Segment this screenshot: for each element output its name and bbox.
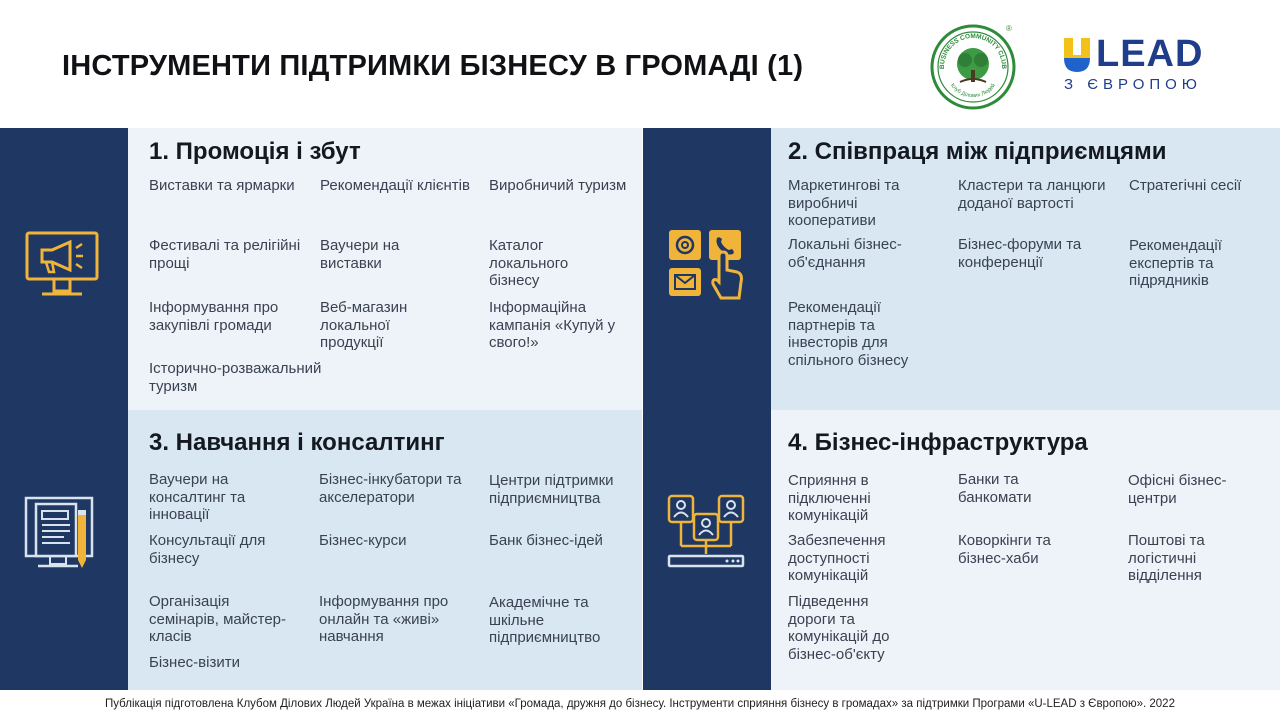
ulead-word: LEAD — [1096, 33, 1204, 75]
page-title: ІНСТРУМЕНТИ ПІДТРИМКИ БІЗНЕСУ В ГРОМАДІ (1) — [62, 50, 804, 82]
section-4-panel — [771, 410, 1280, 690]
list-item: Консультації для бізнесу — [149, 532, 266, 567]
list-item: Ваучери на виставки — [320, 237, 400, 272]
list-item: Інформаційна кампанія «Купуй у свого!» — [489, 299, 616, 351]
list-item: Історично-розважальний туризм — [149, 360, 322, 395]
list-item: Виробничий туризм — [489, 177, 627, 194]
svg-text:BUSINESS COMMUNITY CLUB: BUSINESS COMMUNITY CLUB — [938, 33, 1008, 70]
list-item: Бізнес-інкубатори та акселератори — [319, 471, 462, 506]
section-2-title: 2. Співпраця між підприємцями — [788, 138, 1167, 165]
ulead-u-mark-icon — [1062, 38, 1092, 72]
footer-note: Публікація підготовлена Клубом Ділових Людей Україна в межах ініціативи «Громада, дружня до бізнесу. Інструменти сприяння бізнесу в громадах» за підтримки Програми «U-LEAD з Європою». 2022 — [105, 698, 1175, 710]
list-item: Центри підтримки підприємництва — [489, 472, 614, 507]
communication-icon — [667, 226, 747, 311]
list-item: Рекомендації партнерів та інвесторів для спільного бізнесу — [788, 299, 909, 369]
section-2-icon-column — [643, 128, 771, 410]
section-3-icon-column — [0, 410, 128, 690]
list-item: Локальні бізнес-об'єднання — [788, 236, 902, 271]
monitor-megaphone-icon — [24, 228, 100, 309]
list-item: Сприяння в підключенні комунікацій — [788, 472, 871, 524]
list-item: Виставки та ярмарки — [149, 177, 295, 194]
list-item: Поштові та логістичні відділення — [1128, 532, 1205, 584]
section-1-icon-column — [0, 128, 128, 410]
document-pencil-icon — [24, 494, 100, 577]
list-item: Бізнес-курси — [319, 532, 407, 549]
business-community-club-logo — [930, 24, 1016, 110]
section-1-title: 1. Промоція і збут — [149, 138, 361, 165]
list-item: Банк бізнес-ідей — [489, 532, 603, 549]
list-item: Інформування про онлайн та «живі» навчання — [319, 593, 449, 645]
list-item: Підведення дороги та комунікацій до бізнес-об'єкту — [788, 593, 890, 663]
list-item: Фестивалі та релігійні прощі — [149, 237, 301, 272]
section-2-panel — [771, 128, 1280, 410]
list-item: Академічне та шкільне підприємництво — [489, 594, 601, 646]
list-item: Бізнес-візити — [149, 654, 240, 671]
list-item: Інформування про закупівлі громади — [149, 299, 279, 334]
ulead-subtitle: З ЄВРОПОЮ — [1064, 76, 1202, 93]
network-people-icon — [667, 494, 747, 579]
registered-mark: ® — [1006, 24, 1012, 33]
section-3-title: 3. Навчання і консалтинг — [149, 429, 445, 456]
list-item: Банки та банкомати — [958, 471, 1032, 506]
list-item: Рекомендації клієнтів — [320, 177, 470, 194]
section-1-panel — [128, 128, 642, 410]
list-item: Бізнес-форуми та конференції — [958, 236, 1082, 271]
list-item: Рекомендації експертів та підрядників — [1129, 237, 1222, 289]
list-item: Ваучери на консалтинг та інновації — [149, 471, 246, 523]
section-4-icon-column — [643, 410, 771, 690]
list-item: Забезпечення доступності комунікацій — [788, 532, 886, 584]
section-3-panel — [128, 410, 642, 690]
list-item: Офісні бізнес-центри — [1128, 472, 1227, 507]
list-item: Стратегічні сесії — [1129, 177, 1242, 194]
list-item: Каталог локального бізнесу — [489, 237, 569, 289]
list-item: Кластери та ланцюги доданої вартості — [958, 177, 1106, 212]
list-item: Веб-магазин локальної продукції — [320, 299, 408, 351]
section-4-title: 4. Бізнес-інфраструктура — [788, 429, 1088, 456]
list-item: Коворкінги та бізнес-хаби — [958, 532, 1051, 567]
list-item: Маркетингові та виробничі кооперативи — [788, 177, 900, 229]
svg-text:Клуб Ділових Людей: Клуб Ділових Людей — [949, 82, 997, 100]
ulead-logo — [1062, 34, 1232, 98]
list-item: Організація семінарів, майстер-класів — [149, 593, 287, 645]
